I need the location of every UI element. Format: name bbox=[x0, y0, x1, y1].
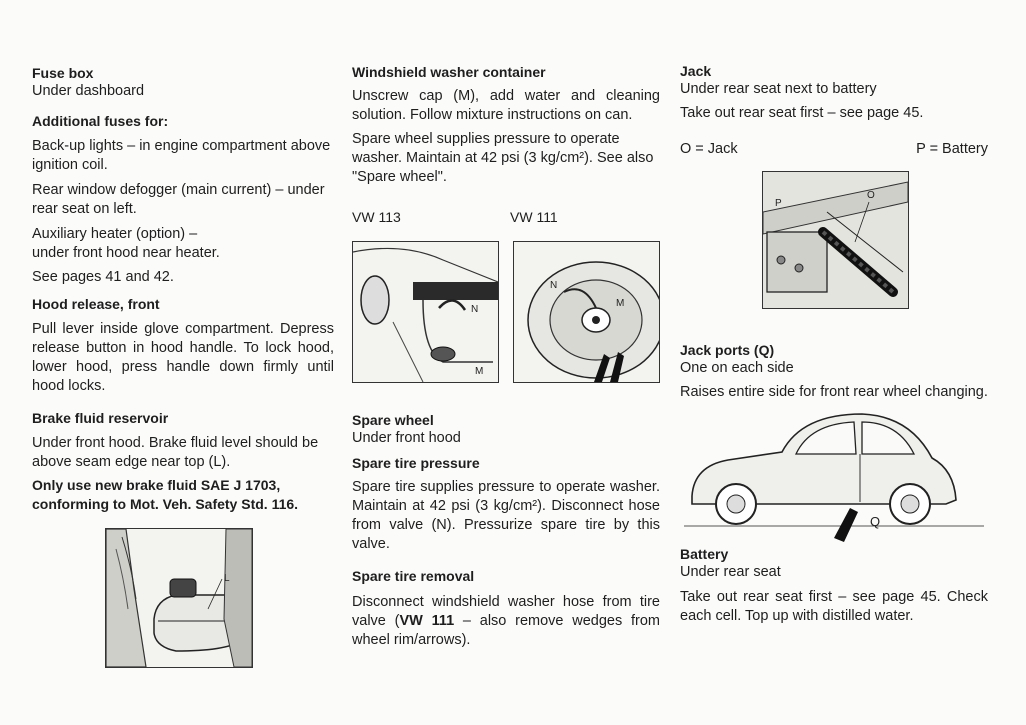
additional-fuses-heading: Additional fuses for: bbox=[32, 113, 169, 129]
label-Q: Q bbox=[870, 514, 881, 529]
washer-container-heading: Windshield washer container bbox=[352, 64, 546, 80]
heater-text-line2: under front hood near heater. bbox=[32, 245, 220, 261]
fuse-box-location: Under dashboard bbox=[32, 83, 145, 99]
label-N-spare: N bbox=[550, 280, 558, 291]
spare-tire-pressure-heading: Spare tire pressure bbox=[352, 455, 480, 471]
washer-figures bbox=[352, 241, 660, 383]
heater-text-line1: Auxiliary heater (option) – bbox=[32, 226, 198, 242]
battery-heading: Battery bbox=[680, 546, 729, 562]
brake-fluid-warning: Only use new brake fluid SAE J 1703, conforming to Mot. Veh. Safety Std. 116. bbox=[32, 477, 299, 512]
column-washer-spare bbox=[352, 62, 660, 650]
spare-removal-vw111: VW 111 bbox=[399, 613, 455, 629]
figure-captions bbox=[352, 209, 660, 225]
spare-wheel-location: Under front hood bbox=[352, 430, 461, 446]
vw111-caption: VW 111 bbox=[510, 209, 558, 225]
brake-reservoir-drawing bbox=[106, 529, 252, 667]
defogger-text: Rear window defogger (main current) – under rear seat on left. bbox=[32, 182, 325, 217]
column-fuses-brakes bbox=[32, 62, 334, 668]
vw113-drawing bbox=[353, 242, 498, 382]
spare-removal-text-a: Disconnect windshield washer hose from tire valve ( bbox=[352, 594, 660, 629]
label-P: P bbox=[775, 198, 782, 209]
battery-location: Under rear seat bbox=[680, 564, 781, 580]
beetle-illustration bbox=[684, 408, 984, 542]
column-jack-battery bbox=[680, 62, 988, 626]
legend-battery: P = Battery bbox=[916, 141, 988, 157]
legend-jack: O = Jack bbox=[680, 141, 738, 157]
vw111-spare-illustration bbox=[513, 241, 660, 383]
jack-ports-heading: Jack ports (Q) bbox=[680, 342, 775, 358]
jack-ports-location: One on each side bbox=[680, 360, 794, 376]
jack-note: Take out rear seat first – see page 45. bbox=[680, 105, 924, 121]
vw113-washer-illustration bbox=[352, 241, 499, 383]
jack-ports-note: Raises entire side for front rear wheel changing. bbox=[680, 384, 988, 400]
brake-reservoir-illustration bbox=[105, 528, 253, 668]
spare-wheel-heading: Spare wheel bbox=[352, 412, 434, 428]
label-L: L bbox=[224, 573, 230, 584]
spare-tire-pressure-text: Spare tire supplies pressure to operate washer. Maintain at 42 psi (3 kg/cm²). Disconnect hose from valve (N). Pressurize spare tire by this valve. bbox=[352, 479, 660, 552]
see-pages-text: See pages 41 and 42. bbox=[32, 269, 174, 285]
fuse-box-heading: Fuse box bbox=[32, 65, 94, 81]
label-N: N bbox=[471, 304, 479, 315]
battery-note: Take out rear seat first – see page 45. Check each cell. Top up with distilled water. bbox=[680, 589, 988, 624]
jack-battery-illustration bbox=[762, 171, 909, 309]
hood-release-text: Pull lever inside glove compartment. Depress release button in hood handle. To lock hood, lower hood, press handle down firmly until hood locks. bbox=[32, 321, 334, 394]
label-O: O bbox=[867, 190, 875, 201]
washer-pressure-text: Spare wheel supplies pressure to operate washer. Maintain at 42 psi (3 kg/cm²). See also "Spare wheel". bbox=[352, 131, 654, 185]
vw113-caption: VW 113 bbox=[352, 209, 401, 225]
washer-container-text: Unscrew cap (M), add water and cleaning solution. Follow mixture instructions on can. bbox=[352, 88, 660, 123]
hood-release-heading: Hood release, front bbox=[32, 296, 160, 312]
brake-fluid-heading: Brake fluid reservoir bbox=[32, 410, 169, 426]
beetle-drawing bbox=[684, 408, 984, 542]
label-M-spare: M bbox=[616, 298, 625, 309]
brake-fluid-text: Under front hood. Brake fluid level should be above seam edge near top (L). bbox=[32, 435, 319, 470]
spare-tire-removal-text bbox=[352, 593, 660, 650]
jack-location: Under rear seat next to battery bbox=[680, 81, 877, 97]
spare-removal-text-b: – also remove wedges from wheel rim/arrows). bbox=[352, 613, 660, 648]
label-M: M bbox=[475, 366, 484, 377]
backup-lights-text: Back-up lights – in engine compartment above ignition coil. bbox=[32, 138, 331, 173]
jack-heading: Jack bbox=[680, 63, 712, 79]
vw111-drawing bbox=[514, 242, 659, 382]
jack-battery-drawing bbox=[763, 172, 908, 308]
spare-tire-removal-heading: Spare tire removal bbox=[352, 568, 475, 584]
jack-legend bbox=[680, 141, 988, 157]
